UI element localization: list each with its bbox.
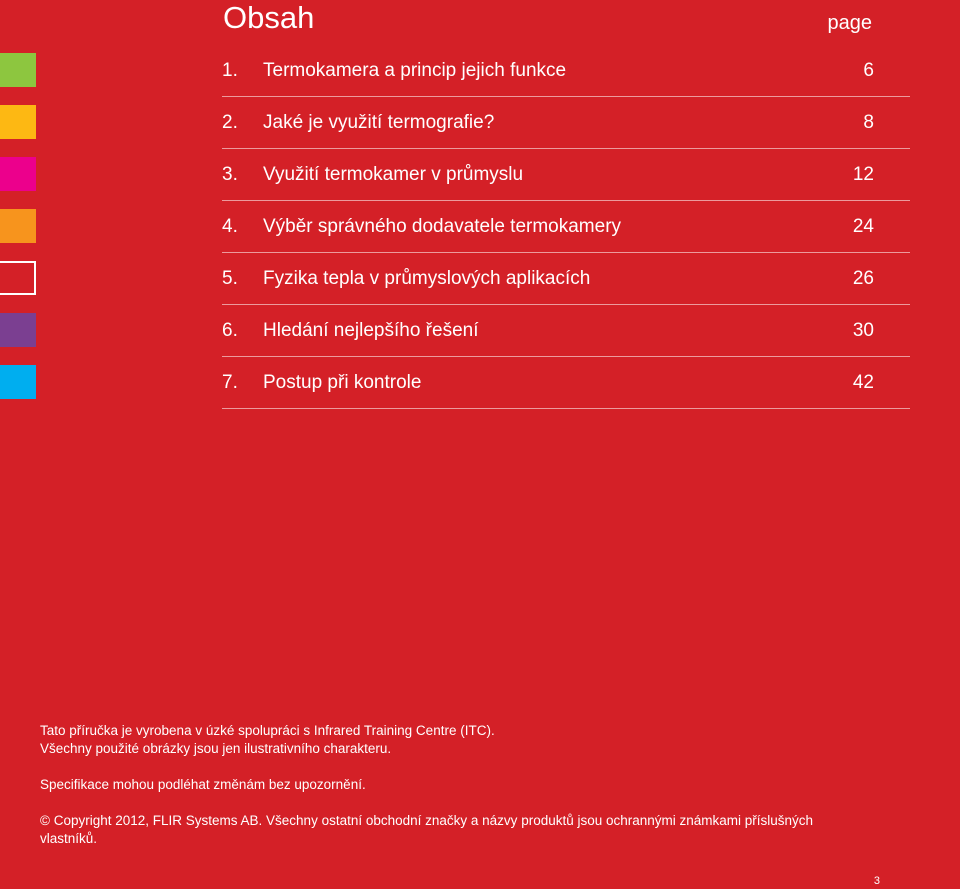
chapter-color-swatch <box>0 105 36 139</box>
toc-entry-label: Fyzika tepla v průmyslových aplikacích <box>263 268 591 289</box>
table-of-contents <box>0 45 960 409</box>
chapter-color-swatch <box>0 365 36 399</box>
toc-entry-page: 42 <box>852 372 874 393</box>
toc-entry[interactable] <box>0 253 960 305</box>
page-column-label: page <box>827 12 872 34</box>
page-title: Obsah <box>223 0 315 35</box>
toc-entry-page: 30 <box>852 320 874 341</box>
toc-entry-number: 5. <box>222 268 238 289</box>
toc-entry-number: 1. <box>222 60 238 81</box>
toc-entry-label: Termokamera a princip jejich funkce <box>263 60 567 81</box>
toc-entry-number: 7. <box>222 372 238 393</box>
chapter-color-swatch <box>0 209 36 243</box>
toc-entry[interactable] <box>0 201 960 253</box>
toc-entry-label: Postup při kontrole <box>263 372 422 393</box>
toc-entry-number: 3. <box>222 164 238 185</box>
toc-entry[interactable] <box>0 97 960 149</box>
toc-entry-label: Výběr správného dodavatele termokamery <box>263 216 622 237</box>
toc-divider <box>222 408 910 409</box>
toc-entry-page: 24 <box>852 216 874 237</box>
toc-entry[interactable] <box>0 357 960 409</box>
notes-block <box>40 722 840 848</box>
toc-entry-number: 2. <box>222 112 238 133</box>
toc-entry-page: 26 <box>852 268 874 289</box>
toc-entry-page: 8 <box>863 112 874 133</box>
note-itc: Tato příručka je vyrobena v úzké spolupráci s Infrared Training Centre (ITC). <box>40 723 495 738</box>
chapter-color-swatch <box>0 157 36 191</box>
chapter-color-swatch <box>0 261 36 295</box>
toc-entry-page: 6 <box>863 60 874 81</box>
toc-entry-label: Jaké je využití termografie? <box>263 112 495 133</box>
toc-entry-page: 12 <box>852 164 874 185</box>
footer-page-number: 3 <box>873 875 880 887</box>
toc-entry[interactable] <box>0 45 960 97</box>
note-copyright: © Copyright 2012, FLIR Systems AB. Všechny ostatní obchodní značky a názvy produktů jsou ochrannými známkami příslušných vlastníků. <box>40 813 814 846</box>
toc-entry-label: Hledání nejlepšího řešení <box>263 320 479 341</box>
toc-entry-number: 4. <box>222 216 238 237</box>
chapter-color-swatch <box>0 53 36 87</box>
toc-entry-label: Využití termokamer v průmyslu <box>263 164 524 185</box>
toc-entry[interactable] <box>0 149 960 201</box>
chapter-color-swatch <box>0 313 36 347</box>
toc-entry-number: 6. <box>222 320 238 341</box>
note-illustrative: Všechny použité obrázky jsou jen ilustrativního charakteru. <box>40 741 392 756</box>
note-specifications: Specifikace mohou podléhat změnám bez upozornění. <box>40 777 366 792</box>
toc-entry[interactable] <box>0 305 960 357</box>
